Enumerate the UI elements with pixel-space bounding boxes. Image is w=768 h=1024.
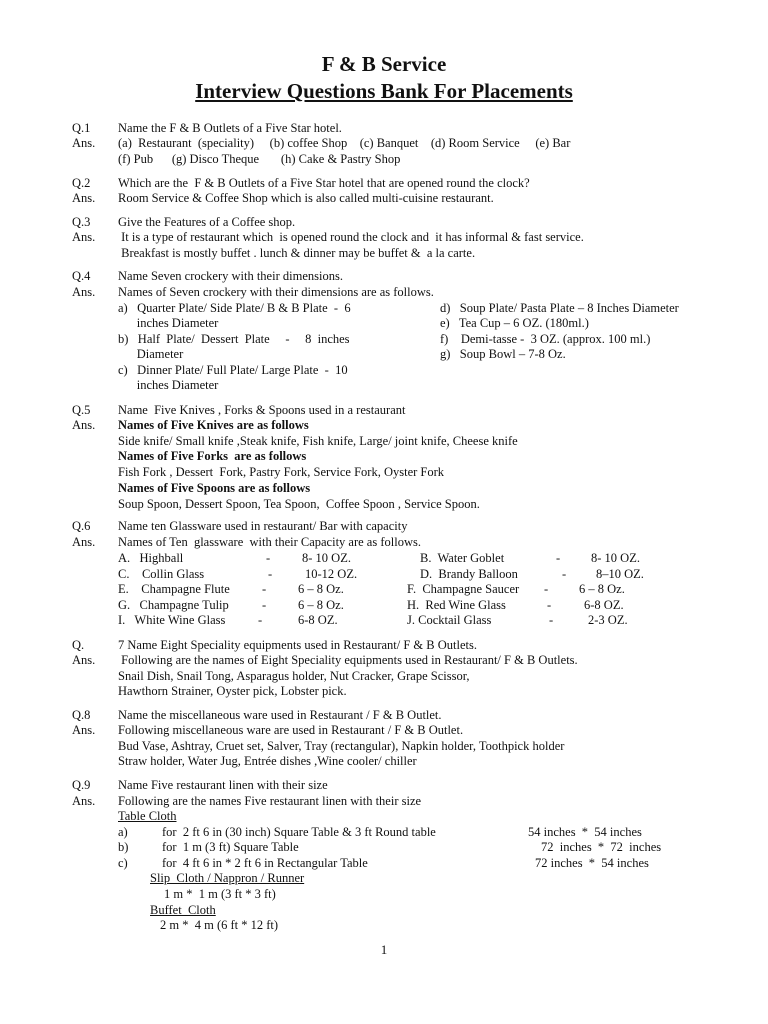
linen-row-desc: for 2 ft 6 in (30 inch) Square Table & 3 ft Round table	[162, 825, 436, 839]
ans-label: Ans.	[72, 191, 96, 205]
glass-capacity: 8–10 OZ.	[596, 567, 644, 581]
section-heading: Buffet Cloth	[150, 903, 216, 917]
glass-capacity: 6 – 8 Oz.	[298, 582, 344, 596]
glass-dash: -	[544, 582, 549, 596]
q-label: Q.4	[72, 269, 91, 283]
glass-name: D. Brandy Balloon	[420, 567, 518, 581]
q-label: Q.2	[72, 176, 91, 190]
ans-label: Ans.	[72, 653, 96, 667]
crockery-item: b) Half Plate/ Dessert Plate - 8 inches	[118, 332, 350, 346]
question-text: Name the miscellaneous ware used in Restaurant / F & B Outlet.	[118, 708, 442, 722]
glass-dash: -	[562, 567, 567, 581]
glass-name: J. Cocktail Glass	[407, 613, 492, 627]
glass-name: H. Red Wine Glass	[407, 598, 506, 612]
linen-row-desc: for 4 ft 6 in * 2 ft 6 in Rectangular Table	[162, 856, 368, 870]
answer-line: Side knife/ Small knife ,Steak knife, Fish knife, Large/ joint knife, Cheese knife	[118, 434, 518, 448]
answer-line: Names of Ten glassware with their Capacity are as follows.	[118, 535, 421, 549]
question-text: Name ten Glassware used in restaurant/ Bar with capacity	[118, 519, 408, 533]
document-title: F & B Service	[321, 52, 447, 76]
crockery-item: g) Soup Bowl – 7-8 Oz.	[440, 347, 566, 361]
ans-label: Ans.	[72, 285, 96, 299]
answer-line: Fish Fork , Dessert Fork, Pastry Fork, Service Fork, Oyster Fork	[118, 465, 445, 479]
question-text: Name the F & B Outlets of a Five Star hotel.	[118, 121, 342, 135]
glass-capacity: 8- 10 OZ.	[302, 551, 351, 565]
question-text: Name Seven crockery with their dimensions.	[118, 269, 343, 283]
glass-dash: -	[262, 598, 267, 612]
linen-row-size: 72 inches * 54 inches	[535, 856, 649, 870]
answer-line: 1 m * 1 m (3 ft * 3 ft)	[164, 887, 276, 901]
glass-name: E. Champagne Flute	[118, 582, 230, 596]
answer-line: It is a type of restaurant which is opened round the clock and it has informal & fast service.	[118, 230, 584, 244]
q-label: Q.3	[72, 215, 91, 229]
answer-line: Straw holder, Water Jug, Entrée dishes ,Wine cooler/ chiller	[118, 754, 417, 768]
page-number: 1	[380, 942, 388, 957]
q-label: Q.5	[72, 403, 91, 417]
answer-line: Following are the names of Eight Speciality equipments used in Restaurant/ F & B Outlets.	[118, 653, 578, 667]
glass-capacity: 6 – 8 Oz.	[579, 582, 625, 596]
ans-label: Ans.	[72, 136, 96, 150]
crockery-item: d) Soup Plate/ Pasta Plate – 8 Inches Diameter	[440, 301, 679, 315]
answer-line: Snail Dish, Snail Tong, Asparagus holder, Nut Cracker, Grape Scissor,	[118, 669, 470, 683]
glass-dash: -	[556, 551, 561, 565]
answer-line: Soup Spoon, Dessert Spoon, Tea Spoon, Coffee Spoon , Service Spoon.	[118, 497, 480, 511]
ans-label: Ans.	[72, 230, 96, 244]
linen-row-label: b)	[118, 840, 129, 854]
crockery-item: inches Diameter	[118, 378, 219, 392]
glass-dash: -	[266, 551, 271, 565]
question-text: 7 Name Eight Speciality equipments used in Restaurant/ F & B Outlets.	[118, 638, 477, 652]
glass-name: G. Champagne Tulip	[118, 598, 229, 612]
linen-row-size: 54 inches * 54 inches	[528, 825, 642, 839]
crockery-item: inches Diameter	[118, 316, 219, 330]
glass-name: B. Water Goblet	[420, 551, 505, 565]
answer-line: Breakfast is mostly buffet . lunch & dinner may be buffet & a la carte.	[118, 246, 476, 260]
section-heading: Names of Five Forks are as follows	[118, 449, 307, 463]
glass-dash: -	[258, 613, 263, 627]
section-heading: Names of Five Spoons are as follows	[118, 481, 311, 495]
crockery-item: c) Dinner Plate/ Full Plate/ Large Plate - 10	[118, 363, 348, 377]
glass-name: F. Champagne Saucer	[407, 582, 520, 596]
q-label: Q.9	[72, 778, 91, 792]
q-label: Q.1	[72, 121, 91, 135]
crockery-item: Diameter	[118, 347, 184, 361]
section-heading: Slip Cloth / Nappron / Runner	[150, 871, 305, 885]
section-heading: Table Cloth	[118, 809, 177, 823]
glass-dash: -	[268, 567, 273, 581]
answer-line: Following are the names Five restaurant linen with their size	[118, 794, 422, 808]
crockery-item: f) Demi-tasse - 3 OZ. (approx. 100 ml.)	[440, 332, 651, 346]
glass-dash: -	[549, 613, 554, 627]
linen-row-label: c)	[118, 856, 128, 870]
glass-capacity: 2-3 OZ.	[588, 613, 628, 627]
answer-line: (f) Pub (g) Disco Theque (h) Cake & Pastry Shop	[118, 152, 401, 166]
answer-line: Names of Seven crockery with their dimensions are as follows.	[118, 285, 434, 299]
question-text: Give the Features of a Coffee shop.	[118, 215, 296, 229]
section-heading: Names of Five Knives are as follows	[118, 418, 309, 432]
q-label: Q.8	[72, 708, 91, 722]
glass-name: C. Collin Glass	[118, 567, 205, 581]
answer-line: Room Service & Coffee Shop which is also called multi-cuisine restaurant.	[118, 191, 494, 205]
glass-name: A. Highball	[118, 551, 184, 565]
crockery-item: e) Tea Cup – 6 OZ. (180ml.)	[440, 316, 589, 330]
glass-capacity: 6 – 8 Oz.	[298, 598, 344, 612]
ans-label: Ans.	[72, 794, 96, 808]
ans-label: Ans.	[72, 418, 96, 432]
answer-line: Bud Vase, Ashtray, Cruet set, Salver, Tray (rectangular), Napkin holder, Toothpick holder	[118, 739, 565, 753]
question-text: Name Five Knives , Forks & Spoons used in a restaurant	[118, 403, 406, 417]
ans-label: Ans.	[72, 535, 96, 549]
glass-dash: -	[262, 582, 267, 596]
q-label: Q.6	[72, 519, 91, 533]
ans-label: Ans.	[72, 723, 96, 737]
question-text: Which are the F & B Outlets of a Five Star hotel that are opened round the clock?	[118, 176, 530, 190]
glass-capacity: 10-12 OZ.	[305, 567, 358, 581]
crockery-item: a) Quarter Plate/ Side Plate/ B & B Plate - 6	[118, 301, 351, 315]
linen-row-desc: for 1 m (3 ft) Square Table	[162, 840, 299, 854]
linen-row-label: a)	[118, 825, 128, 839]
answer-line: Following miscellaneous ware are used in Restaurant / F & B Outlet.	[118, 723, 464, 737]
answer-line: (a) Restaurant (speciality) (b) coffee Shop (c) Banquet (d) Room Service (e) Bar	[118, 136, 571, 150]
question-text: Name Five restaurant linen with their size	[118, 778, 328, 792]
glass-capacity: 6-8 OZ.	[584, 598, 624, 612]
document-subtitle: Interview Questions Bank For Placements	[195, 79, 573, 103]
answer-line: Hawthorn Strainer, Oyster pick, Lobster pick.	[118, 684, 347, 698]
linen-row-size: 72 inches * 72 inches	[541, 840, 662, 854]
glass-capacity: 6-8 OZ.	[298, 613, 338, 627]
glass-dash: -	[547, 598, 552, 612]
glass-name: I. White Wine Glass	[118, 613, 226, 627]
answer-line: 2 m * 4 m (6 ft * 12 ft)	[160, 918, 279, 932]
glass-capacity: 8- 10 OZ.	[591, 551, 640, 565]
q-label: Q.	[72, 638, 85, 652]
